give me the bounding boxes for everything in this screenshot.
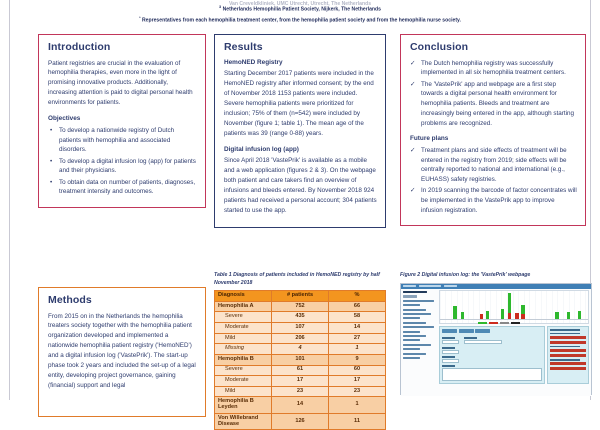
table1-section	[214, 272, 390, 427]
form-tabs	[442, 329, 542, 333]
cell-patients: 752	[272, 301, 329, 312]
screenshot-sidebar-entry	[403, 326, 434, 328]
tab-bleed	[459, 329, 474, 333]
column-middle	[214, 34, 386, 228]
future-plan-text: In 2019 scanning the barcode of factor concentrates will be implemented in the VastePrik app to improve infusion registration.	[421, 187, 577, 214]
screenshot-main	[437, 289, 591, 396]
col-header-patients: # patients	[272, 291, 329, 302]
screenshot-lower-panels	[439, 326, 589, 384]
screenshot-summary-panel	[547, 326, 589, 384]
check-icon: ✓	[410, 59, 416, 67]
screenshot-sidebar-entry	[403, 313, 431, 315]
cell-patients: 14	[272, 397, 329, 414]
summary-title	[550, 329, 580, 331]
col-header-percent: %	[329, 291, 386, 302]
screenshot-entry-form	[439, 326, 545, 384]
cell-percent: 1	[329, 397, 386, 414]
methods-section	[38, 287, 206, 405]
cell-patients: 4	[272, 344, 329, 355]
table-body	[215, 301, 386, 430]
objectives-list	[48, 126, 197, 197]
screenshot-body	[401, 289, 591, 396]
objective-text: To develop a digital infusion log (app) for patients and their physicians.	[59, 157, 196, 175]
screenshot-nav-item	[419, 285, 441, 287]
chart-bar	[567, 312, 570, 319]
results-paragraph-infusionlog: Since April 2018 'VastePrik' is available as a mobile and a web application (figures 2 & 3). On the webpage both patient and care takers find an overview of infusions and bleeds entered. By November 2018 924 patients had received a personal account; 304 patients started to use the app.	[224, 157, 377, 215]
cell-percent: 17	[329, 376, 386, 387]
table-row	[215, 344, 386, 355]
table-row	[215, 301, 386, 312]
cell-percent: 11	[329, 413, 386, 430]
affiliation-line-clipped: Van Creveldkliniek, UMC Utrecht, Utrecht, The Netherlands	[228, 1, 372, 7]
results-paragraph-registry: Starting December 2017 patients were included in the HemoNED registry after informed consent; by the end of November 2018 1153 patients were included. Severe hemophilia patients were prioritized for inclusion; 75% of them (n=542) were included by November (figure 1; table 1). The mean age of the patients was 39 (range 0-88) years.	[224, 70, 374, 137]
check-icon: ✓	[410, 80, 416, 88]
chart-legend	[478, 322, 520, 324]
notes-textarea	[442, 368, 542, 381]
legend-swatch	[478, 322, 487, 324]
screenshot-sidebar-title	[403, 291, 427, 294]
methods-title: Methods	[48, 294, 92, 306]
methods-panel	[38, 287, 206, 417]
cell-percent: 9	[329, 354, 386, 365]
screenshot-sidebar	[401, 289, 437, 396]
cell-label: Hemophilia B	[215, 354, 272, 365]
results-subtitle-registry: HemoNED Registry	[224, 58, 283, 66]
figure2-caption: Figure 2 Digital infusion log: the 'VastePrik' webpage	[400, 272, 531, 278]
affiliation-text-3: Netherlands Hemophilia Patient Society, Nijkerk, The Netherlands	[222, 6, 381, 13]
col-header-diagnosis: Diagnosis	[215, 291, 272, 302]
results-panel	[214, 34, 386, 228]
chart-bar	[501, 309, 504, 319]
chart-bar	[453, 306, 456, 319]
cell-percent: 66	[329, 301, 386, 312]
list-item	[410, 59, 577, 79]
screenshot-sidebar-entry	[403, 300, 434, 302]
screenshot-sidebar-subtitle	[403, 295, 417, 297]
cell-label: Severe	[215, 365, 272, 376]
screenshot-sidebar-entry	[403, 304, 420, 306]
field-label	[442, 347, 455, 349]
table-row	[215, 333, 386, 344]
chart-bar	[555, 312, 558, 319]
field-label	[464, 337, 477, 339]
screenshot-bleed-chart	[439, 290, 589, 324]
cell-label: Mild	[215, 386, 272, 397]
affiliations-block	[18, 0, 582, 25]
cell-patients: 206	[272, 333, 329, 344]
table-row	[215, 322, 386, 333]
affiliation-marker-4: *	[139, 15, 141, 20]
cell-patients: 61	[272, 365, 329, 376]
screenshot-sidebar-entry	[403, 339, 420, 341]
table-row	[215, 397, 386, 414]
cell-percent: 58	[329, 312, 386, 323]
vasteprik-webpage-screenshot	[400, 283, 592, 395]
field-input	[442, 359, 459, 363]
form-field-group	[464, 335, 502, 344]
tab-infusion	[442, 329, 457, 333]
future-plans-list	[410, 146, 577, 216]
table-row	[215, 365, 386, 376]
cell-label: Hemophilia B Leyden	[215, 397, 272, 414]
diagnosis-table	[214, 290, 386, 430]
cell-label: Von Willebrand Disease	[215, 413, 272, 430]
chart-bar	[508, 313, 511, 319]
list-item	[48, 157, 197, 177]
figure2-section	[400, 272, 592, 404]
bullet-icon: •	[50, 178, 53, 186]
future-plan-text: Treatment plans and side effects of treatment will be entered in the registry from 2019; side effects will be centrally reported to national and international (e.g., EUHASS) safety registries.	[421, 146, 567, 184]
results-title: Results	[224, 41, 263, 53]
form-field-group	[442, 335, 459, 344]
table-head	[215, 291, 386, 302]
column-left	[38, 34, 206, 208]
summary-bar	[550, 341, 586, 344]
objective-text: To develop a nationwide registry of Dutch patients with hemophilia and associated disorders.	[59, 126, 175, 154]
chart-bar	[521, 314, 524, 319]
bullet-icon: •	[50, 126, 53, 134]
screenshot-sidebar-entry	[403, 317, 420, 319]
chart-bar	[515, 313, 518, 319]
summary-subtitle	[550, 333, 580, 335]
field-label	[442, 337, 455, 339]
legend-swatch	[489, 322, 498, 324]
list-item	[48, 126, 197, 155]
chart-bar	[480, 314, 483, 319]
table-row	[215, 413, 386, 430]
cell-percent: 27	[329, 333, 386, 344]
cell-patients: 101	[272, 354, 329, 365]
cell-percent: 60	[329, 365, 386, 376]
tab-other	[475, 329, 490, 333]
table-row	[215, 376, 386, 387]
summary-label	[550, 359, 580, 361]
table-row	[215, 386, 386, 397]
future-plans-title: Future plans	[410, 135, 449, 143]
screenshot-nav-item	[444, 285, 457, 287]
summary-bar	[550, 349, 586, 352]
affiliation-text-4: Representatives from each hemophilia treatment center, from the hemophilia patient society and from the hemophilia nurse society.	[141, 17, 461, 24]
cell-label: Severe	[215, 312, 272, 323]
introduction-panel	[38, 34, 206, 208]
introduction-title: Introduction	[48, 41, 111, 53]
cell-patients: 435	[272, 312, 329, 323]
form-row	[442, 335, 542, 344]
cell-patients: 126	[272, 413, 329, 430]
chart-bar	[486, 311, 489, 319]
cell-patients: 23	[272, 386, 329, 397]
table-header-row	[215, 291, 386, 302]
conclusion-text: The 'VastePrik' app and webpage are a first step towards a digital personal health environment for hemophilia patients. Bleeds and treatment are increasingly being entered in the app, although starting problems are recognized.	[421, 80, 574, 127]
screenshot-sidebar-entry	[403, 344, 431, 346]
check-icon: ✓	[410, 187, 416, 195]
screenshot-sidebar-entry	[403, 348, 420, 350]
summary-bar	[550, 367, 586, 370]
screenshot-sidebar-entry	[403, 309, 426, 311]
cell-label: Moderate	[215, 322, 272, 333]
check-icon: ✓	[410, 146, 416, 154]
field-input	[442, 340, 459, 344]
affiliation-line-4	[18, 15, 582, 26]
field-label	[442, 365, 455, 367]
conclusion-text: The Dutch hemophilia registry was successfully implemented in all six hemophilia treatment centers.	[421, 59, 566, 77]
affiliation-marker-3: 3	[219, 5, 222, 9]
introduction-paragraph: Patient registries are crucial in the evaluation of hemophilia therapies, even more in the light of promising innovative products. Additionally, increasing attention is paid to digital personal health environments for patients.	[48, 59, 193, 107]
cell-label: Missing	[215, 344, 272, 355]
screenshot-sidebar-entry	[403, 335, 426, 337]
summary-label	[550, 346, 580, 348]
cell-patients: 107	[272, 322, 329, 333]
summary-bar	[550, 354, 586, 357]
cell-label: Mild	[215, 333, 272, 344]
field-input	[442, 350, 459, 354]
legend-swatch	[500, 322, 509, 324]
list-item	[48, 178, 197, 198]
column-right	[400, 34, 586, 226]
objectives-title: Objectives	[48, 115, 81, 123]
conclusion-title: Conclusion	[410, 41, 469, 53]
screenshot-sidebar-entry	[403, 322, 426, 324]
cell-percent: 23	[329, 386, 386, 397]
cell-label: Moderate	[215, 376, 272, 387]
list-item	[410, 146, 577, 185]
chart-bar	[461, 312, 464, 319]
methods-paragraph: From 2015 on in the Netherlands the hemophilia treaters society together with the hemophilia patient organization developed and implemented a nationwide hemophilia patient registry ('HemoNED') and a digital infusion log ('VastePrik'). The start-up phase took 2 years and included the set-up of a legal entity, developing project governance, gaining (financial) support and legal	[48, 312, 196, 390]
cell-patients: 17	[272, 376, 329, 387]
cell-percent: 1	[329, 344, 386, 355]
list-item	[410, 80, 577, 129]
screenshot-sidebar-entry	[403, 353, 426, 355]
screenshot-sidebar-entry	[403, 331, 420, 333]
table-row	[215, 312, 386, 323]
field-input	[464, 340, 502, 344]
screenshot-logo	[403, 285, 416, 287]
conclusion-panel	[400, 34, 586, 226]
table-row	[215, 354, 386, 365]
list-item	[410, 186, 577, 215]
cell-percent: 14	[329, 322, 386, 333]
screenshot-sidebar-entry	[403, 357, 420, 359]
field-label	[442, 356, 455, 358]
summary-bar	[550, 362, 586, 365]
conclusion-list	[410, 59, 577, 129]
bullet-icon: •	[50, 157, 53, 165]
results-subtitle-infusionlog: Digital infusion log (app)	[224, 145, 299, 153]
chart-bar	[578, 311, 581, 319]
cell-label: Hemophilia A	[215, 301, 272, 312]
summary-bar	[550, 336, 586, 339]
table1-caption: Table 1 Diagnosis of patients included in HemoNED registry by half November 2018	[214, 272, 380, 286]
legend-swatch	[511, 322, 520, 324]
page-left-rule	[9, 0, 10, 400]
objective-text: To obtain data on number of patients, diagnoses, treatment intensity and outcomes.	[59, 178, 196, 196]
